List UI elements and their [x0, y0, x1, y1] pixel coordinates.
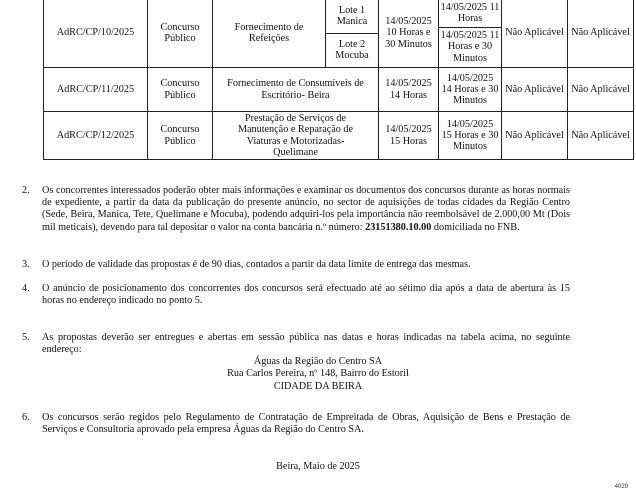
- item-number: 3.: [22, 259, 30, 270]
- tender-table: [43, 0, 634, 160]
- item-3: [22, 259, 570, 273]
- opening-date: 14/05/2025: [385, 16, 432, 28]
- tender-type: Concurso Público: [148, 68, 213, 112]
- lot-2: Lote 2 Mocuba: [326, 33, 378, 67]
- opening-date: 14/05/2025: [385, 78, 432, 90]
- table-row: [44, 0, 634, 68]
- tender-type: Concurso Público: [148, 0, 213, 68]
- tender-col6: Não Aplicável: [502, 112, 568, 160]
- tender-ref: AdRC/CP/10/2025: [44, 0, 148, 68]
- tender-type: Concurso Público: [148, 112, 213, 160]
- item-text: As propostas deverão ser entregues e abertas em sessão pública nas datas e horas indicadas na tabela acima, no seguinte endereço:: [42, 332, 570, 356]
- opening-date: 14/05/2025: [385, 124, 432, 136]
- tender-lots: [326, 0, 379, 68]
- tender-deadline: 14/05/2025 15 Horas e 30 Minutos: [439, 112, 502, 160]
- tender-col6: Não Aplicável: [502, 68, 568, 112]
- page-reference: 4029: [614, 483, 628, 490]
- item-text: O período de validade das propostas é de 90 dias, contados a partir da data limite de entrega das mesmas.: [42, 259, 471, 270]
- item-text: O anúncio de posicionamento dos concorrentes dos concursos será efectuado até ao sétimo dia após a data de abertura às 15 horas no endereço indicado no ponto 5.: [42, 283, 570, 307]
- opening-time: 10 Horas e 30 Minutos: [385, 27, 432, 50]
- item-number: 2.: [22, 185, 30, 196]
- item-4: [22, 283, 570, 309]
- item-text: Os concorrentes interessados poderão obter mais informações e examinar os documentos dos concursos durante as horas normais de expediente, a partir da data da publicação do presente anúncio, no sector de aquisições de todas cidades da Região Centro (Sede, Beira, Manica, Tete, Quelimane e Mocuba), podendo adquiri-los pela importância não reembolsável de 2.000,00 Mt (Dois mil meticais), devendo para tal depositar o valor na conta bancária n.º número: 23151380.10.00 domiciliada no FNB.: [42, 185, 570, 233]
- address-line-3: CIDADE DA BEIRA: [273, 380, 363, 392]
- tender-col7: Não Aplicável: [568, 68, 634, 112]
- lot-1: Lote 1 Manica: [336, 4, 368, 27]
- tender-deadline: 14/05/2025 14 Horas e 30 Minutos: [439, 68, 502, 112]
- deadline-lot-2: 14/05/2025 11 Horas e 30 Minutos: [439, 27, 501, 67]
- item-number: 6.: [22, 412, 30, 423]
- item-2: [22, 185, 570, 247]
- tender-col7: Não Aplicável: [568, 0, 634, 68]
- address-line-2: Rua Carlos Pereira, nº 148, Bairro do Estoril: [227, 368, 409, 380]
- tender-col7: Não Aplicável: [568, 112, 634, 160]
- tender-ref: AdRC/CP/12/2025: [44, 112, 148, 160]
- tender-deadline: [439, 0, 502, 68]
- tender-object: Fornecimento de Consumíveis de Escritório- Beira: [213, 68, 379, 112]
- place-date: Beira, Maio de 2025: [276, 461, 360, 472]
- opening-time: 15 Horas: [389, 135, 428, 147]
- table-row: [44, 68, 634, 112]
- tender-object: Fornecimento de Refeições: [213, 0, 326, 68]
- delivery-address: [0, 356, 636, 393]
- account-number: 23151380.10.00: [365, 221, 432, 233]
- item-number: 4.: [22, 283, 30, 294]
- tender-opening: [379, 68, 439, 112]
- tender-col6: Não Aplicável: [502, 0, 568, 68]
- tender-opening: [379, 0, 439, 68]
- tender-opening: [379, 112, 439, 160]
- opening-time: 14 Horas: [389, 89, 428, 101]
- item-text: Os concursos serão regidos pelo Regulamento de Contratação de Empreitada de Obras, Aquisição de Bens e Prestação de Serviços e Consultoria aprovado pela empresa Águas da Região do Centro SA.: [42, 412, 570, 436]
- tender-ref: AdRC/CP/11/2025: [44, 68, 148, 112]
- tender-object: Prestação de Serviços de Manutenção e Reparação de Viaturas e Motorizadas- Quelimane: [213, 112, 379, 160]
- item-6: [22, 412, 570, 438]
- table-row: [44, 112, 634, 160]
- address-line-1: Águas da Região do Centro SA: [253, 356, 383, 367]
- deadline-lot-1: 14/05/2025 11 Horas: [440, 1, 500, 24]
- item-number: 5.: [22, 332, 30, 343]
- item-5: [22, 332, 570, 356]
